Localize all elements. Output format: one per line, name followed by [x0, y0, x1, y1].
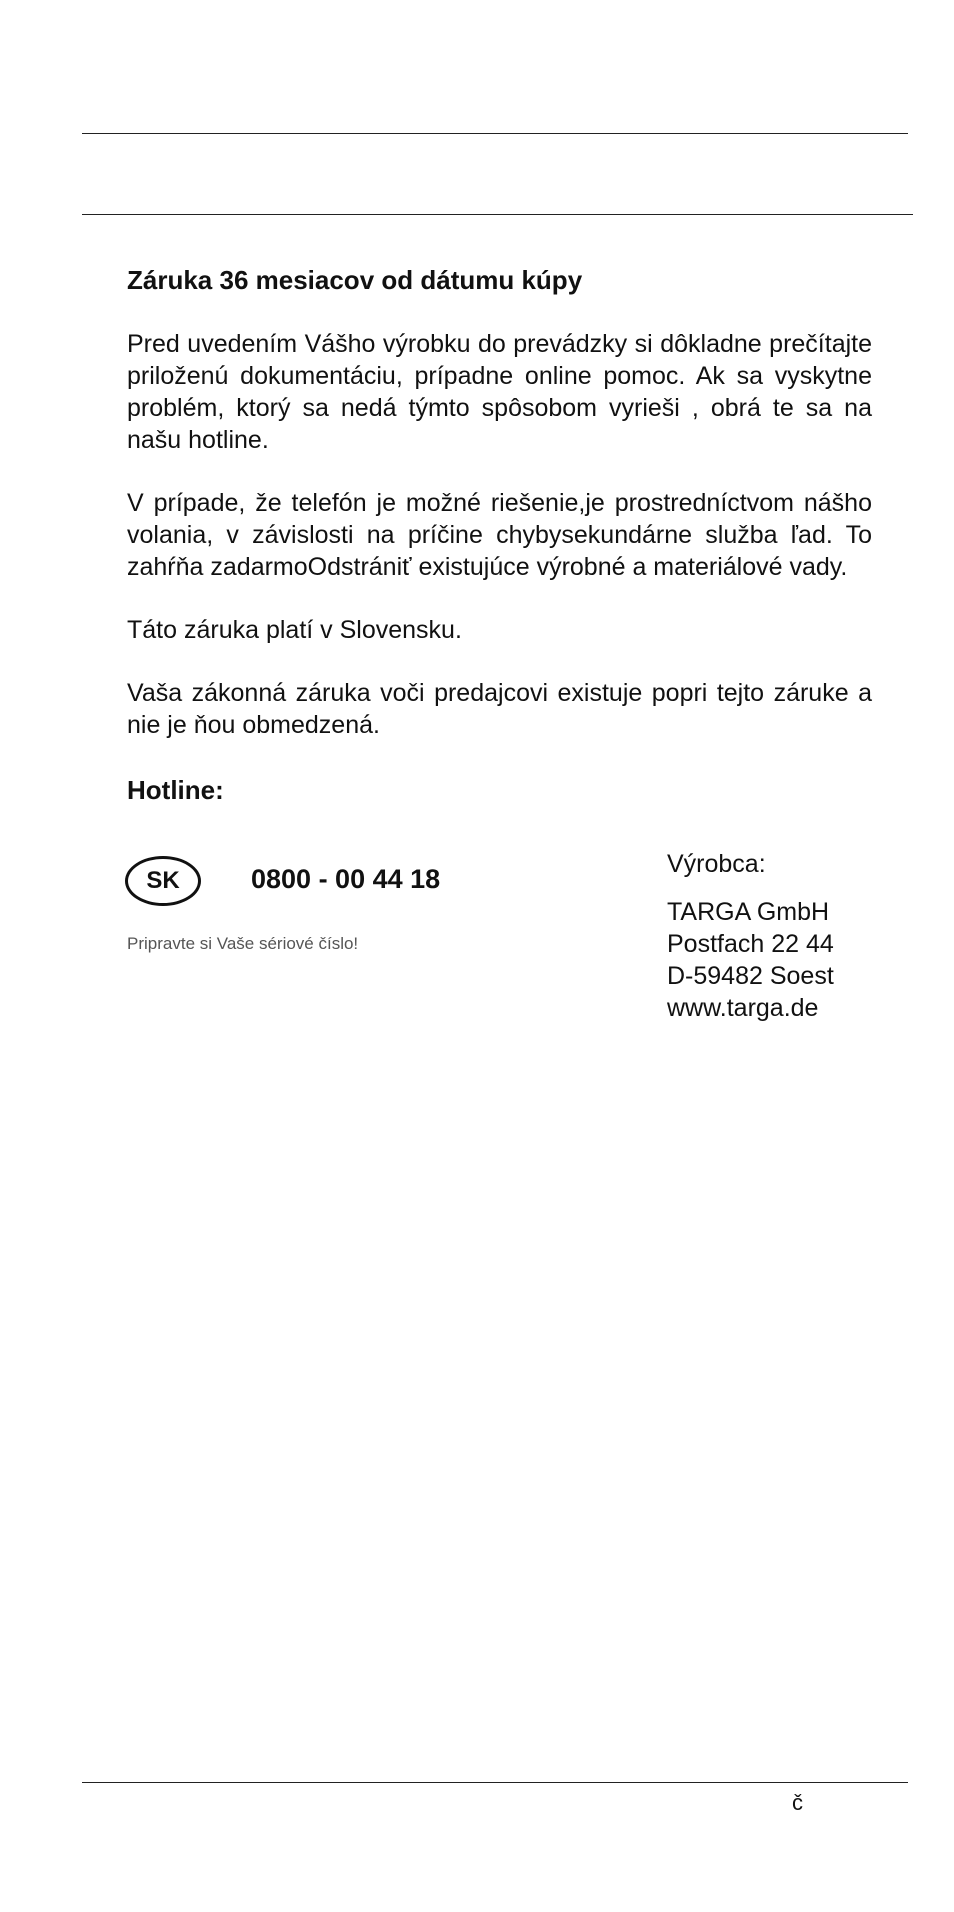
warranty-paragraph-legal: Vaša zákonná záruka voči predajcovi existuje popri tejto záruke a nie je ňou obmedzená. — [127, 679, 872, 739]
footer-text: č — [792, 1790, 803, 1815]
manufacturer-company: TARGA GmbH — [667, 898, 830, 926]
manufacturer-website: www.targa.de — [667, 994, 819, 1022]
warranty-section — [127, 262, 872, 808]
country-badge: SK — [125, 856, 201, 906]
warranty-title: Záruka 36 mesiacov od dátumu kúpy — [127, 265, 583, 295]
warranty-paragraph-region: Táto záruka platí v Slovensku. — [127, 616, 462, 644]
manufacturer-postbox: Postfach 22 44 — [667, 930, 834, 958]
manufacturer-label: Výrobca: — [667, 850, 766, 878]
header-divider — [82, 214, 913, 215]
warranty-paragraph-intro: Pred uvedením Vášho výrobku do prevádzky si dôkladne prečítajte priloženú dokumentáciu, prípadne online pomoc. Ak sa vyskytne problém, ktorý sa nedá týmto spôsobom vyrieši , obrá te sa na našu hotline. — [127, 330, 872, 454]
hotline-heading: Hotline: — [127, 775, 224, 805]
serial-number-note: Pripravte si Vaše sériové číslo! — [127, 934, 359, 953]
hotline-row — [125, 856, 645, 916]
manufacturer-city: D-59482 Soest — [667, 962, 834, 990]
footer-divider — [82, 1782, 908, 1783]
warranty-paragraph-service: V prípade, že telefón je možné riešenie,je prostredníctvom nášho volania, v závislosti na príčine chybysekundárne služba ľad. To zahŕňa zadarmoOdstrániť existujúce výrobné a materiálové vady. — [127, 489, 872, 581]
top-divider — [82, 133, 908, 134]
hotline-phone-number: 0800 - 00 44 18 — [251, 864, 441, 894]
manufacturer-block — [667, 848, 834, 1024]
